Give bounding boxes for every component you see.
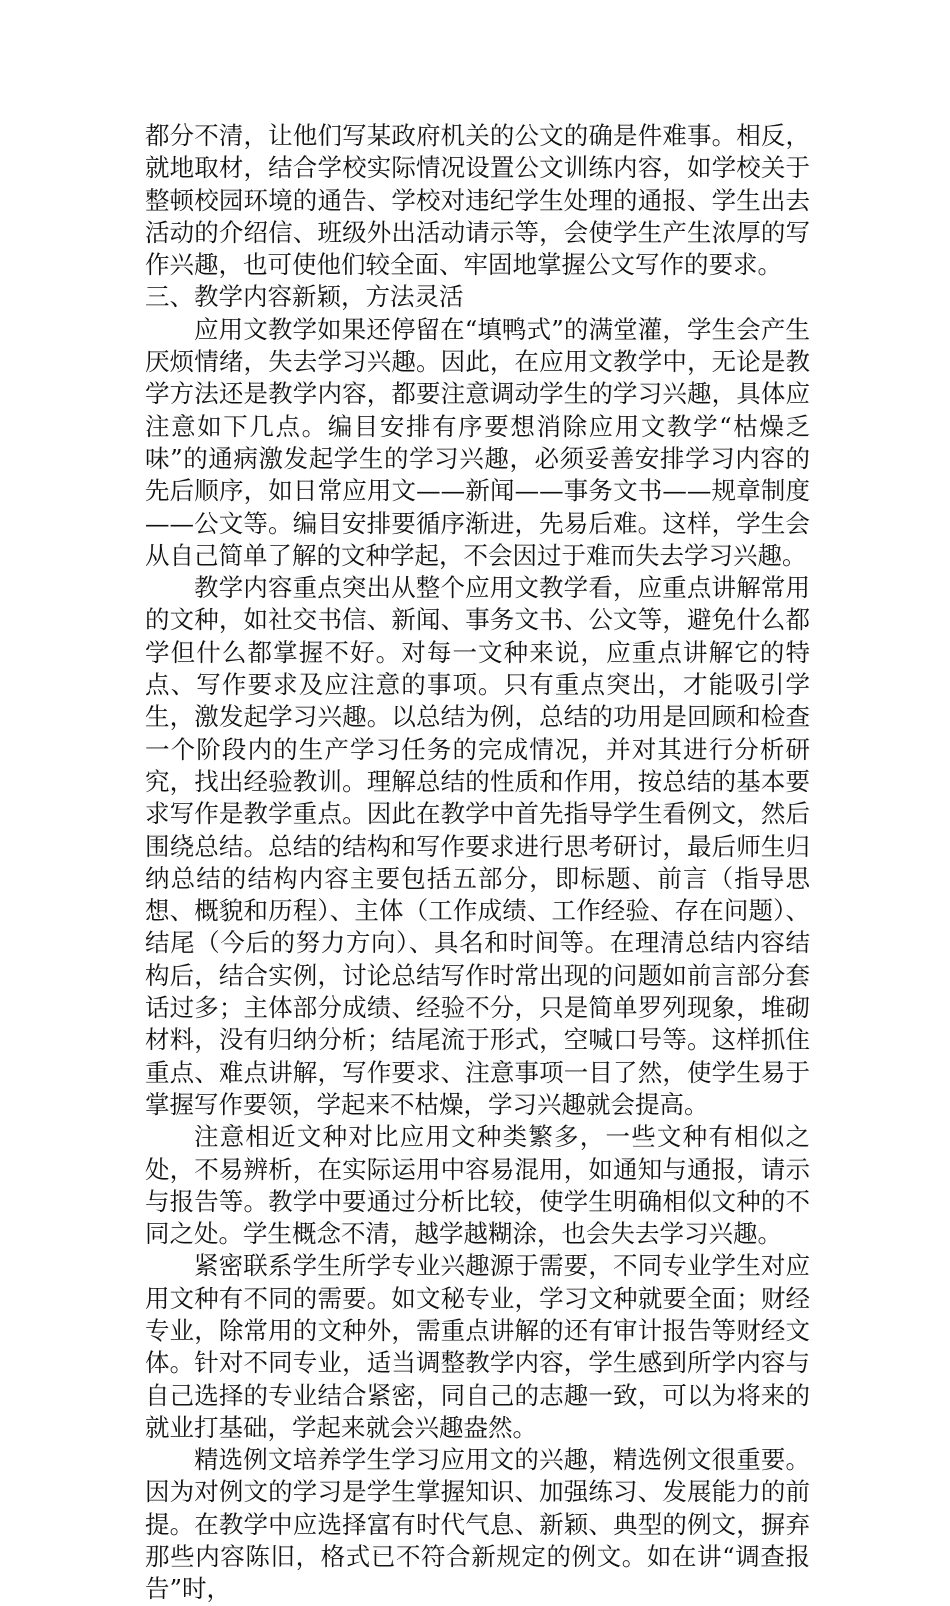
section-heading: 三、教学内容新颖，方法灵活 xyxy=(145,282,464,312)
paragraph-continuation: 都分不清，让他们写某政府机关的公文的确是件难事。相反，就地取材，结合学校实际情况设置公文训练内容，如学校关于整顿校园环境的通告、学校对违纪学生处理的通报、学生出去活动的介绍信、班级外出活动请示等，会使学生产生浓厚的写作兴趣，也可使他们较全面、牢固地掌握公文写作的要求。 xyxy=(145,121,810,280)
paragraph-key-content: 教学内容重点突出从整个应用文教学看，应重点讲解常用的文种，如社交书信、新闻、事务文书、公文等，避免什么都学但什么都掌握不好。对每一文种来说，应重点讲解它的特点、写作要求及应注意的事项。只有重点突出，才能吸引学生，激发起学习兴趣。以总结为例，总结的功用是回顾和检查一个阶段内的生产学习任务的完成情况，并对其进行分析研究，找出经验教训。理解总结的性质和作用，按总结的基本要求写作是教学重点。因此在教学中首先指导学生看例文，然后围绕总结。总结的结构和写作要求进行思考研讨，最后师生归纳总结的结构内容主要包括五部分，即标题、前言（指导思想、概貌和历程）、主体（工作成绩、工作经验、存在问题）、结尾（今后的努力方向）、具名和时间等。在理清总结内容结构后，结合实例，讨论总结写作时常出现的问题如前言部分套话过多；主体部分成绩、经验不分，只是简单罗列现象，堆砌材料，没有归纳分析；结尾流于形式，空喊口号等。这样抓住重点、难点讲解，写作要求、注意事项一目了然，使学生易于掌握写作要领，学起来不枯燥，学习兴趣就会提高。 xyxy=(145,573,810,1119)
paragraph-teaching-method: 应用文教学如果还停留在“填鸭式”的满堂灌，学生会产生厌烦情绪，失去学习兴趣。因此，在应用文教学中，无论是教学方法还是教学内容，都要注意调动学生的学习兴趣，具体应注意如下几点。编目安排有序要想消除应用文教学“枯燥乏味”的通病激发起学生的学习兴趣，必须妥善安排学习内容的先后顺序，如日常应用文——新闻——事务文书——规章制度——公文等。编目安排要循序渐进，先易后难。这样，学生会从自己简单了解的文种学起，不会因过于难而失去学习兴趣。 xyxy=(145,314,810,570)
document-page xyxy=(145,120,810,1606)
paragraph-example-selection: 精选例文培养学生学习应用文的兴趣，精选例文很重要。因为对例文的学习是学生掌握知识、加强练习、发展能力的前提。在教学中应选择富有时代气息、新颖、典型的例文，摒弃那些内容陈旧，格式已不符合新规定的例文。如在讲“调查报告”时， xyxy=(145,1445,810,1604)
paragraph-major-connection: 紧密联系学生所学专业兴趣源于需要，不同专业学生对应用文种有不同的需要。如文秘专业，学习文种就要全面；财经专业，除常用的文种外，需重点讲解的还有审计报告等财经文体。针对不同专业，适当调整教学内容，学生感到所学内容与自己选择的专业结合紧密，同自己的志趣一致，可以为将来的就业打基础，学起来就会兴趣盎然。 xyxy=(145,1251,810,1442)
paragraph-similar-genres: 注意相近文种对比应用文种类繁多，一些文种有相似之处，不易辨析，在实际运用中容易混用，如通知与通报，请示与报告等。教学中要通过分析比较，使学生明确相似文种的不同之处。学生概念不清，越学越糊涂，也会失去学习兴趣。 xyxy=(145,1122,810,1249)
